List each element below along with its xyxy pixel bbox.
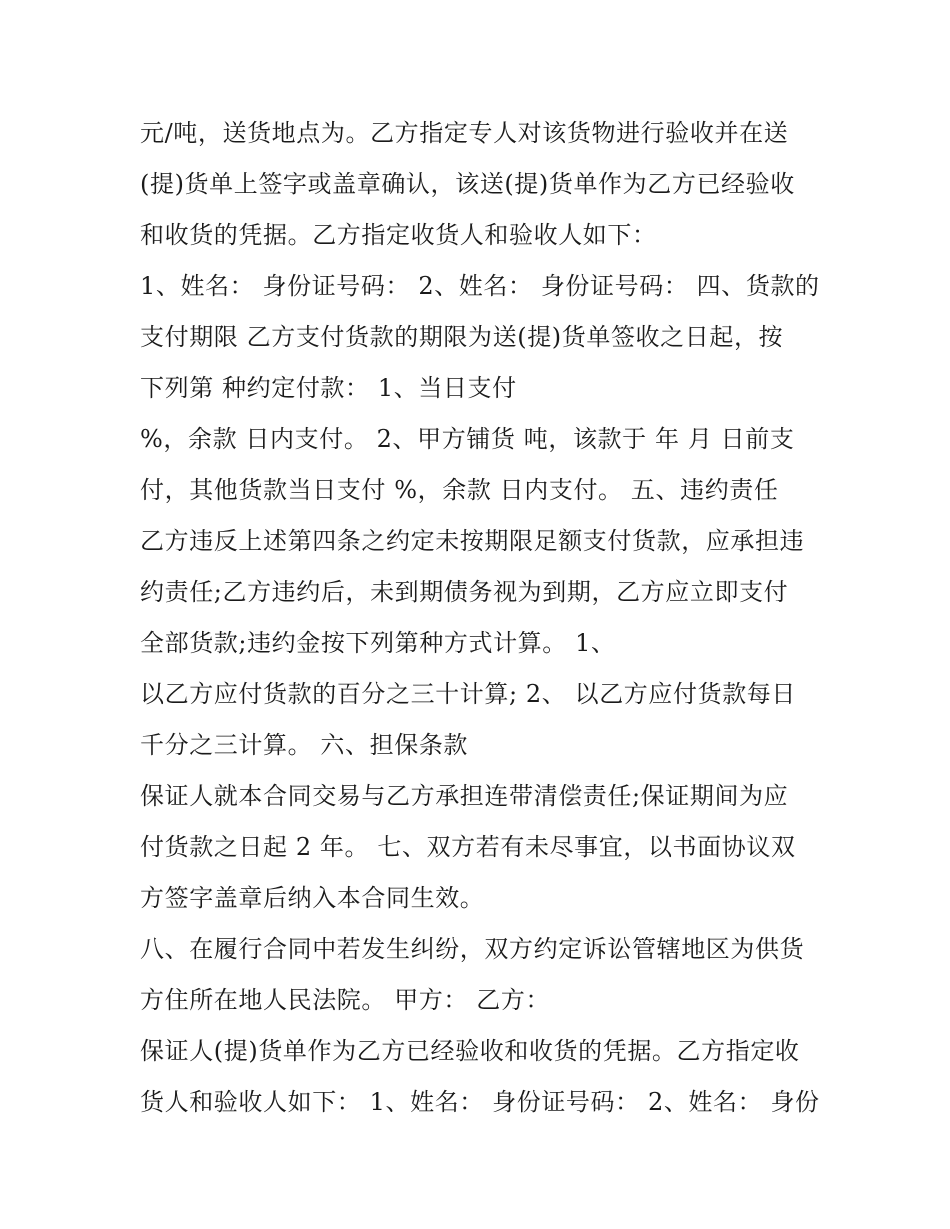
text-line: 保证人就本合同交易与乙方承担连带清偿责任;保证期间为应: [140, 782, 789, 810]
text-line: 付，其他货款当日支付 %，余款 日内支付。 五、违约责任: [140, 476, 779, 504]
text-line: 付货款之日起 2 年。 七、双方若有未尽事宜，以书面协议双: [140, 833, 796, 861]
text-line: (提)货单上签字或盖章确认，该送(提)货单作为乙方已经验收: [140, 170, 795, 198]
text-line: 1、姓名： 身份证号码： 2、姓名： 身份证号码： 四、货款的: [140, 272, 820, 300]
text-line: %，余款 日内支付。 2、甲方铺货 吨，该款于 年 月 日前支: [140, 425, 795, 453]
text-line: 约责任;乙方违约后，未到期债务视为到期，乙方应立即支付: [140, 578, 789, 606]
text-line: 全部货款;违约金按下列第种方式计算。 1、: [140, 629, 616, 657]
contract-text: [140, 108, 830, 1128]
text-line: 元/吨，送货地点为。乙方指定专人对该货物进行验收并在送: [140, 119, 789, 147]
text-line: 下列第 种约定付款： 1、当日支付: [140, 374, 517, 402]
text-line: 千分之三计算。 六、担保条款: [140, 731, 469, 759]
text-line: 货人和验收人如下： 1、姓名： 身份证号码： 2、姓名： 身份: [140, 1088, 820, 1116]
text-line: 保证人(提)货单作为乙方已经验收和收货的凭据。乙方指定收: [140, 1037, 800, 1065]
text-line: 和收货的凭据。乙方指定收货人和验收人如下：: [140, 221, 657, 249]
text-line: 八、在履行合同中若发生纠纷，双方约定诉讼管辖地区为供货: [140, 935, 805, 963]
text-line: 方签字盖章后纳入本合同生效。: [140, 884, 485, 912]
text-line: 乙方违反上述第四条之约定未按期限足额支付货款，应承担违: [140, 527, 805, 555]
text-line: 以乙方应付货款的百分之三十计算; 2、 以乙方应付货款每日: [140, 680, 797, 708]
text-line: 方住所在地人民法院。 甲方： 乙方：: [140, 986, 551, 1014]
text-line: 支付期限 乙方支付货款的期限为送(提)货单签收之日起，按: [140, 323, 784, 351]
